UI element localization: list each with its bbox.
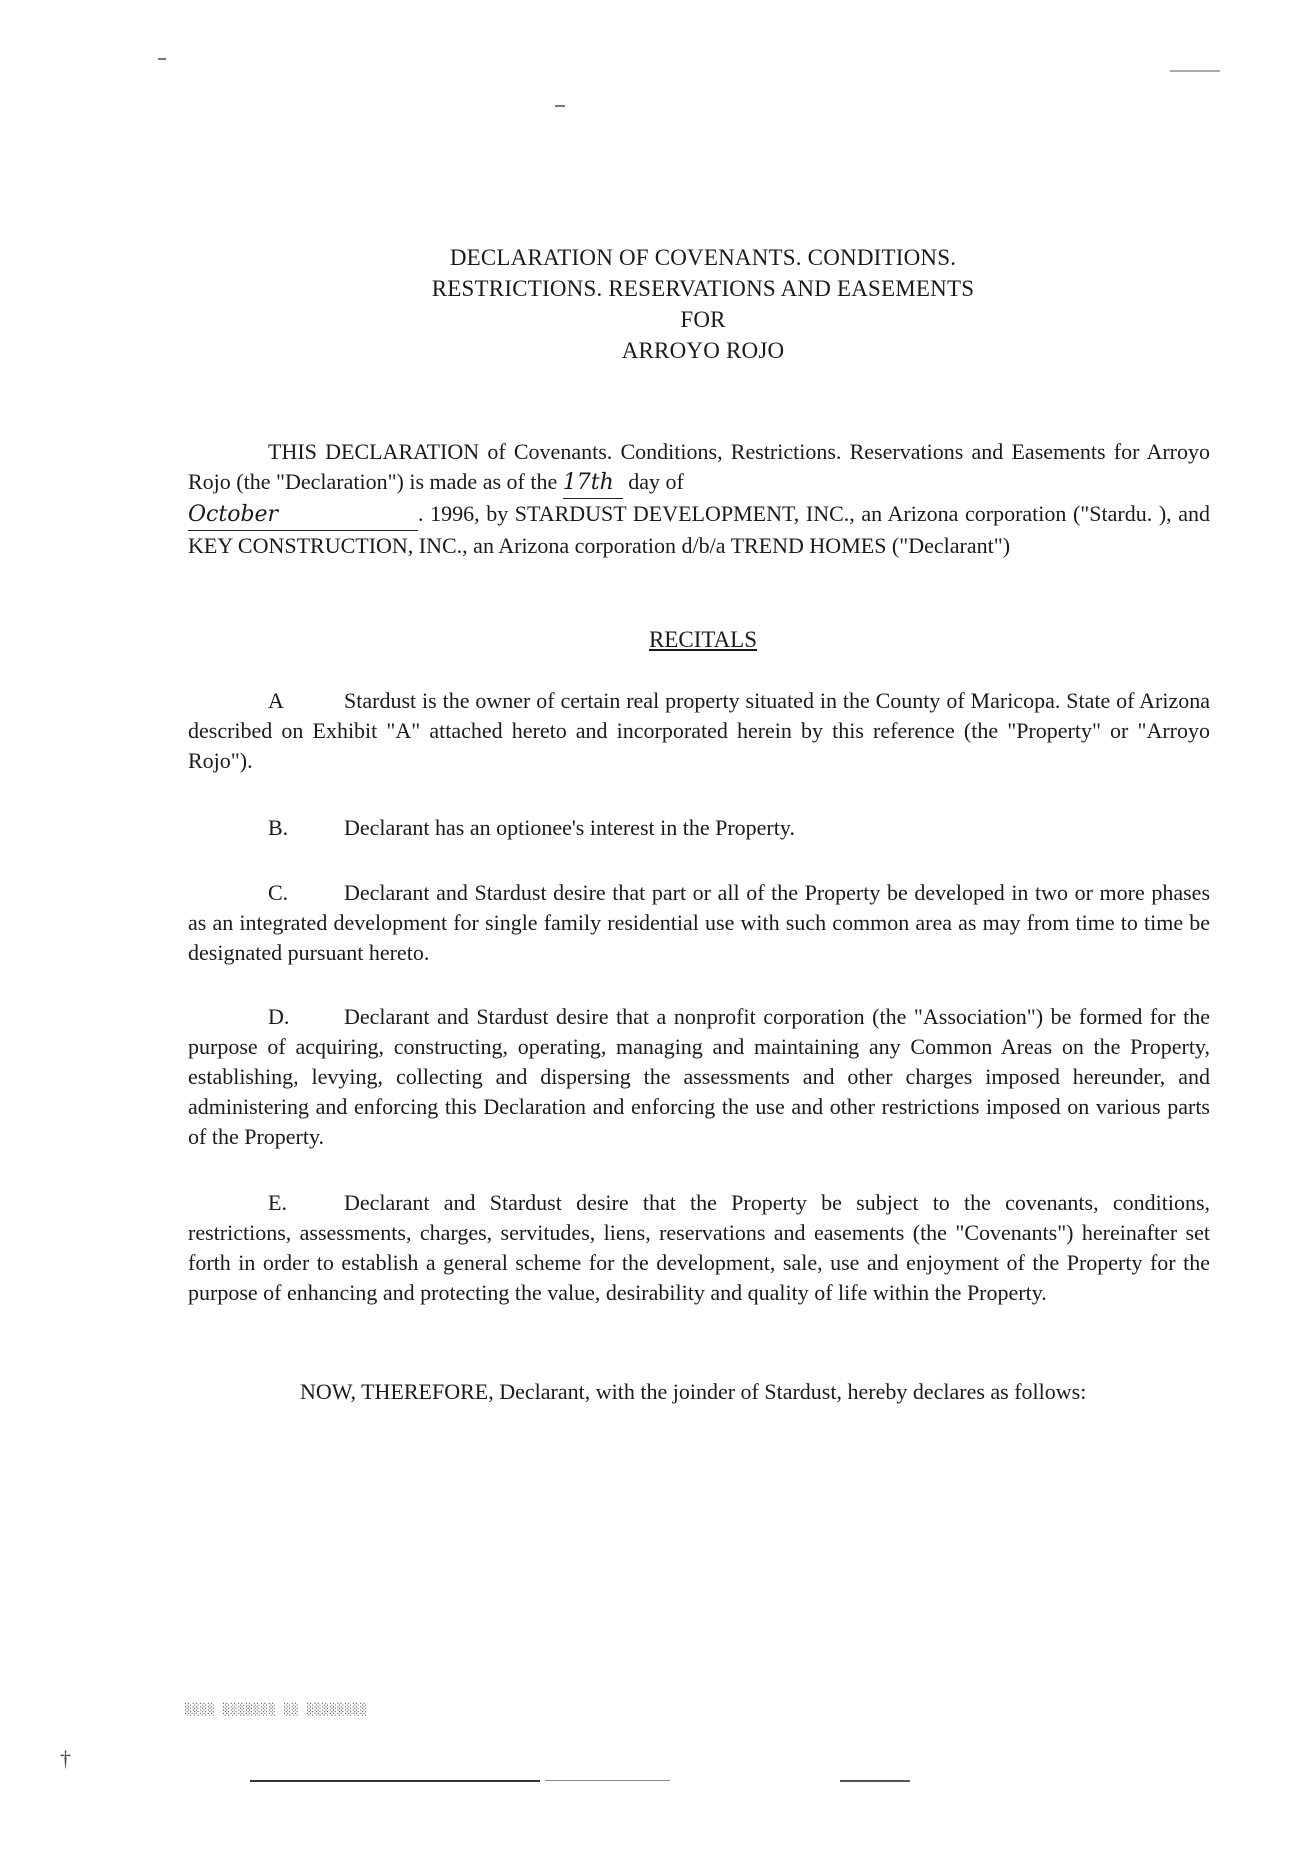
closing-text: NOW, THEREFORE, Declarant, with the joinder of Stardust, hereby declares as follows: [300, 1379, 1087, 1404]
scan-footer-line [545, 1780, 670, 1781]
recital-letter: A [268, 688, 284, 713]
scan-speck [1170, 70, 1220, 72]
title-line-1: DECLARATION OF COVENANTS. CONDITIONS. [449, 245, 957, 270]
recital-text: Declarant and Stardust desire that the Property be subject to the covenants, conditions, restrictions, assessments, charges, servitudes, liens, reservations and easements (the "Covenants") hereinafter set forth in order to establish a general scheme for the development, sale, use and enjoyment of the Property for the purpose of enhancing and protecting the value, desirability and quality of life within the Property. [188, 1190, 1210, 1305]
recital-text: Declarant and Stardust desire that a nonprofit corporation (the "Association") be formed for the purpose of acquiring, constructing, operating, managing and maintaining any Common Areas on the Property, establishing, levying, collecting and dispersing the assessments and other charges imposed hereunder, and administering and enforcing this Declaration and enforcing the use and other restrictions imposed on various parts of the Property. [188, 1004, 1210, 1149]
intro-text-b: day of [628, 469, 684, 494]
scan-scribble-icon: † [60, 1746, 71, 1771]
recital-d [188, 1002, 1210, 1152]
intro-text-a: THIS DECLARATION of Covenants. Conditions, Restrictions. Reservations and Easements for Arroyo Rojo (the "Declaration") is made as of the [188, 439, 1210, 494]
title-line-4: ARROYO ROJO [621, 338, 785, 363]
recital-a [188, 686, 1210, 776]
closing-paragraph [188, 1377, 1210, 1407]
scan-footer-line [250, 1780, 540, 1782]
recital-letter: C. [268, 880, 289, 905]
recital-text: Declarant and Stardust desire that part or all of the Property be developed in two or more phases as an integrated development for single family residential use with such common area as may from time to time be designated pursuant hereto. [188, 880, 1210, 965]
title-line-2: RESTRICTIONS. RESERVATIONS AND EASEMENTS [431, 276, 975, 301]
recital-text: Stardust is the owner of certain real property situated in the County of Maricopa. State of Arizona described on Exhibit "A" attached hereto and incorporated herein by this reference (the "Property" or "Arroyo Rojo"). [188, 688, 1210, 773]
document-title [0, 242, 1296, 366]
intro-paragraph [188, 437, 1210, 561]
scan-speck [158, 58, 166, 60]
recital-letter: E. [268, 1190, 287, 1215]
recital-letter: D. [268, 1004, 290, 1029]
recital-e [188, 1188, 1210, 1308]
recitals-heading: RECITALS [648, 627, 758, 652]
scan-footer-mark: ░░░░ ░░░░░░░ ░░ ░░░░░░░░ [185, 1703, 368, 1716]
scan-footer-line [840, 1780, 910, 1782]
scan-speck [555, 105, 565, 107]
recital-c [188, 878, 1210, 968]
day-handwritten: 17th [563, 468, 623, 499]
recital-letter: B. [268, 815, 289, 840]
recital-text: Declarant has an optionee's interest in the Property. [344, 815, 795, 840]
intro-text-c: . 1996, by STARDUST DEVELOPMENT, INC., an Arizona corporation ("Stardu. ), and KEY CONSTRUCTION, INC., an Arizona corporation d/b/a TREND HOMES ("Declarant") [188, 501, 1210, 558]
title-line-3: FOR [680, 307, 726, 332]
recital-b [188, 813, 1210, 843]
month-handwritten: October [188, 500, 418, 531]
